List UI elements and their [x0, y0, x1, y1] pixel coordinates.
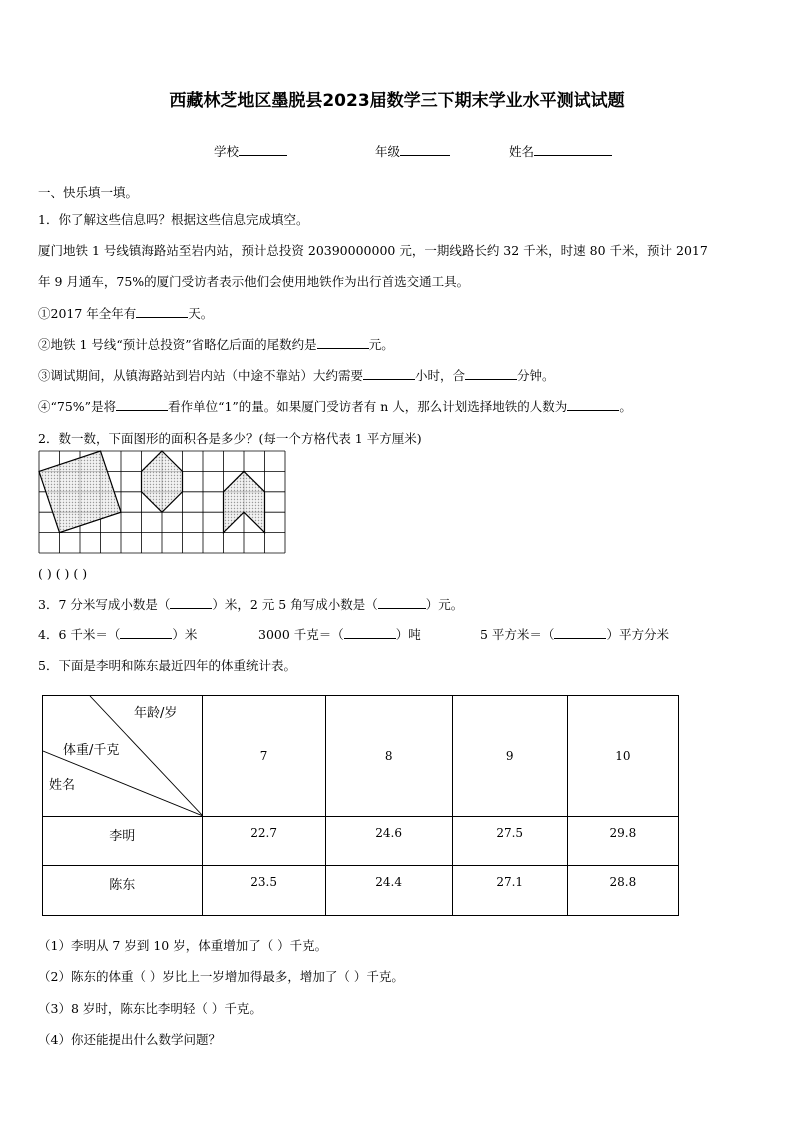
question-3 [38, 595, 463, 613]
question-5-stem: 5．下面是李明和陈东最近四年的体重统计表。 [38, 658, 296, 673]
age-cell: 7 [202, 696, 325, 817]
sub3-text-c: 分钟。 [517, 368, 555, 383]
question-2-answers[interactable]: ( ) ( ) ( ) [38, 566, 88, 581]
question-5-sub-2: （2）陈东的体重（ ）岁比上一岁增加得最多，增加了（ ）千克。 [38, 969, 404, 984]
name-field [509, 142, 612, 160]
answer-blank[interactable] [136, 306, 188, 318]
question-1-sub-4 [38, 397, 632, 415]
question-5-sub-3: （3）8 岁时，陈东比李明轻（ ）千克。 [38, 1001, 262, 1016]
value-cell: 24.6 [325, 817, 452, 866]
table-header-row [43, 696, 679, 817]
table-row [43, 866, 679, 916]
grade-label: 年级 [375, 144, 401, 159]
row-name-cell: 李明 [43, 817, 203, 866]
question-1-paragraph-line2: 年 9 月通车，75%的厦门受访者表示他们会使用地铁作为出行首选交通工具。 [38, 274, 470, 289]
sub4-text-a: ④“75%”是将 [38, 399, 117, 414]
hexagon-shape [142, 451, 183, 512]
value-cell: 28.8 [567, 866, 678, 916]
q4-p1-text-b: ）米 [172, 627, 198, 642]
answer-blank[interactable] [116, 399, 168, 411]
sub1-text-b: 天。 [188, 306, 214, 321]
question-1-sub-3 [38, 366, 555, 384]
q3-text-c: ）元。 [425, 597, 464, 612]
header-name-label: 姓名 [49, 778, 76, 793]
sub1-text-a: ①2017 年全年有 [38, 306, 137, 321]
school-label: 学校 [214, 144, 240, 159]
value-cell: 27.1 [452, 866, 567, 916]
value-cell: 29.8 [567, 817, 678, 866]
sub4-text-b: 看作单位“1”的量。如果厦门受访者有 n 人，那么计划选择地铁的人数为 [168, 399, 568, 414]
grade-field [375, 142, 450, 160]
answer-blank[interactable] [317, 337, 369, 349]
q4-p2-text-a: 3000 千克＝（ [258, 627, 344, 642]
school-blank[interactable] [239, 144, 287, 156]
question-1-stem: 1．你了解这些信息吗？根据这些信息完成填空。 [38, 212, 309, 227]
q4-p1-text-a: 4．6 千米＝（ [38, 627, 121, 642]
sub2-text-a: ②地铁 1 号线“预计总投资”省略亿后面的尾数约是 [38, 337, 317, 352]
answer-blank[interactable] [363, 368, 415, 380]
diagonal-header-cell [43, 696, 203, 817]
page-title: 西藏林芝地区墨脱县2023届数学三下期末学业水平测试试题 [169, 91, 625, 111]
question-4-part-3 [480, 625, 669, 643]
question-2-stem: 2．数一数，下面图形的面积各是多少？(每一个方格代表 1 平方厘米) [38, 431, 422, 446]
q4-p3-text-b: ）平方分米 [606, 627, 669, 642]
name-label: 姓名 [509, 144, 535, 159]
value-cell: 23.5 [202, 866, 325, 916]
answer-blank[interactable] [170, 597, 212, 609]
question-5-sub-1: （1）李明从 7 岁到 10 岁，体重增加了（ ）千克。 [38, 938, 328, 953]
answer-blank[interactable] [344, 627, 396, 639]
weight-table [42, 695, 679, 916]
value-cell: 27.5 [452, 817, 567, 866]
row-name-cell: 陈东 [43, 866, 203, 916]
sub2-text-b: 元。 [368, 337, 394, 352]
answer-blank[interactable] [120, 627, 172, 639]
question-4-part-1 [38, 625, 197, 643]
tilted-square-shape [39, 451, 121, 533]
question-4-part-2 [258, 625, 421, 643]
answer-blank[interactable] [567, 399, 619, 411]
age-cell: 8 [325, 696, 452, 817]
question-5-sub-4: （4）你还能提出什么数学问题？ [38, 1032, 221, 1047]
value-cell: 24.4 [325, 866, 452, 916]
header-age-label: 年龄/岁 [134, 706, 178, 721]
sub3-text-b: 小时，合 [415, 368, 466, 383]
sub4-text-c: 。 [619, 399, 632, 414]
q3-text-b: ）米，2 元 5 角写成小数是（ [212, 597, 378, 612]
grade-blank[interactable] [400, 144, 450, 156]
area-grid-figure [38, 450, 286, 554]
age-cell: 10 [567, 696, 678, 817]
question-1-paragraph-line1: 厦门地铁 1 号线镇海路站至岩内站，预计总投资 20390000000 元，一期线路长约 32 千米，时速 80 千米，预计 2017 [38, 243, 708, 258]
value-cell: 22.7 [202, 817, 325, 866]
name-blank[interactable] [534, 144, 612, 156]
header-weight-label: 体重/千克 [63, 743, 120, 758]
q4-p3-text-a: 5 平方米＝（ [480, 627, 555, 642]
answer-blank[interactable] [378, 597, 426, 609]
table-row [43, 817, 679, 866]
q4-p2-text-b: ）吨 [395, 627, 421, 642]
question-1-sub-2 [38, 335, 394, 353]
section-heading: 一、快乐填一填。 [38, 185, 139, 200]
answer-blank[interactable] [465, 368, 517, 380]
question-1-sub-1 [38, 304, 213, 322]
school-field [214, 142, 287, 160]
age-cell: 9 [452, 696, 567, 817]
answer-blank[interactable] [554, 627, 606, 639]
sub3-text-a: ③调试期间，从镇海路站到岩内站（中途不靠站）大约需要 [38, 368, 364, 383]
q3-text-a: 3．7 分米写成小数是（ [38, 597, 171, 612]
